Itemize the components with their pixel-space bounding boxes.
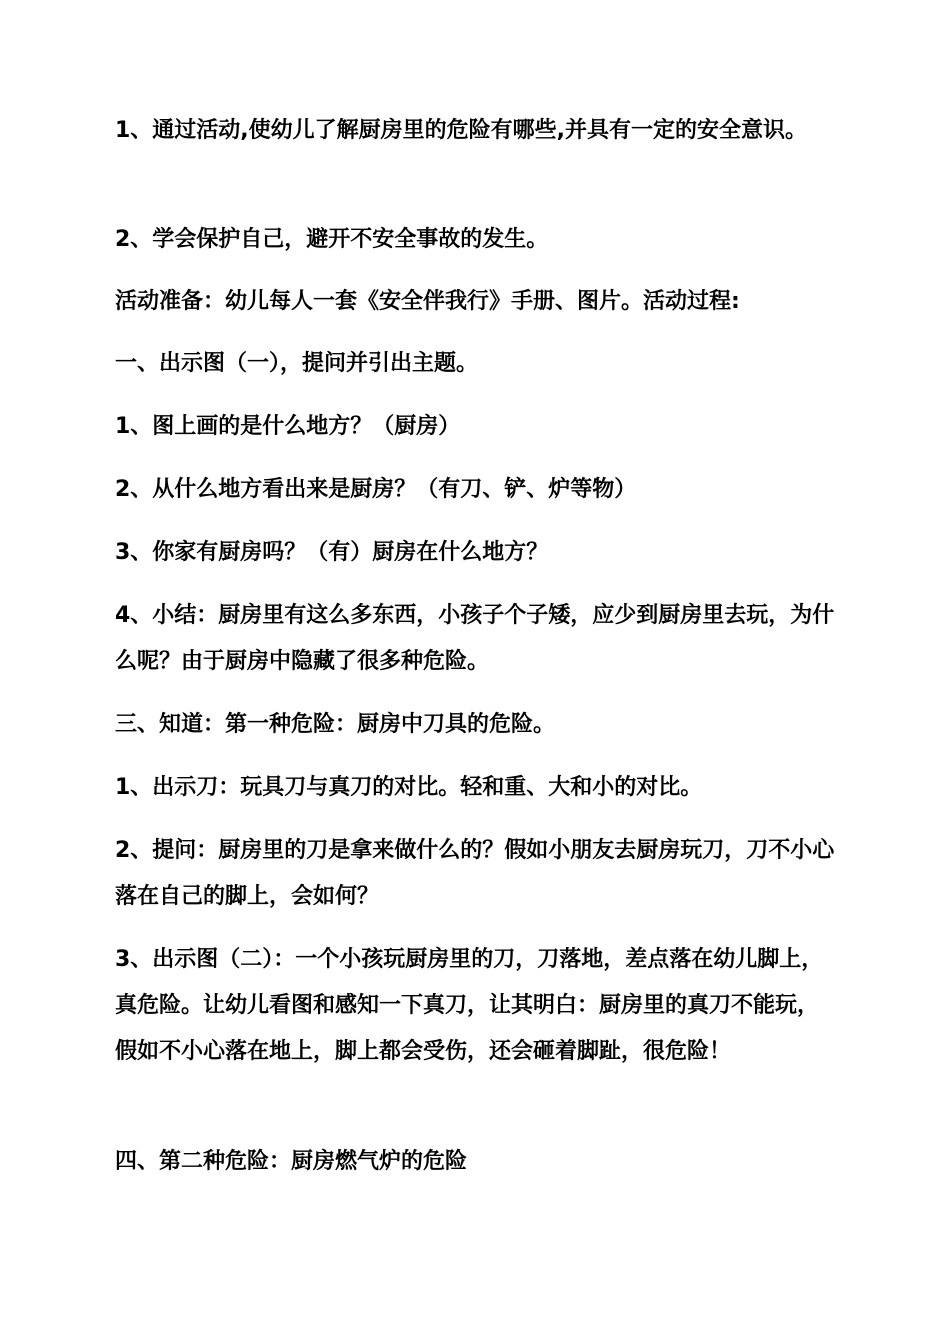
- section-heading-4: 四、第二种危险：厨房燃气炉的危险: [115, 1149, 468, 1174]
- paragraph-knife-3: 3、出示图（二）：一个小孩玩厨房里的刀，刀落地，差点落在幼儿脚上，真危险。让幼儿看图和感知一下真刀，让其明白：厨房里的真刀不能玩，假如不小心落在地上，脚上都会受伤，还会砸着脚趾，很危险！: [115, 947, 824, 1064]
- paragraph-question-2: 2、从什么地方看出来是厨房？（有刀、铲、炉等物）: [115, 477, 637, 502]
- paragraph-knife-2: 2、提问：厨房里的刀是拿来做什么的？假如小朋友去厨房玩刀，刀不小心落在自己的脚上，会如何？: [115, 838, 835, 909]
- paragraph-question-3: 3、你家有厨房吗？（有）厨房在什么地方？: [115, 540, 549, 565]
- paragraph-knife-1: 1、出示刀：玩具刀与真刀的对比。轻和重、大和小的对比。: [115, 775, 703, 800]
- paragraph-goal-2: 2、学会保护自己，避开不安全事故的发生。: [115, 227, 549, 252]
- paragraph-preparation: 活动准备：幼儿每人一套《安全伴我行》手册、图片。活动过程:: [115, 289, 740, 314]
- section-heading-3: 三、知道：第一种危险：厨房中刀具的危险。: [115, 712, 556, 737]
- paragraph-goal-1: 1、通过活动,使幼儿了解厨房里的危险有哪些,并具有一定的安全意识。: [115, 118, 808, 143]
- paragraph-question-1: 1、图上画的是什么地方？（厨房）: [115, 414, 461, 439]
- section-heading-1: 一、出示图（一），提问并引出主题。: [115, 351, 479, 376]
- paragraph-summary: 4、小结：厨房里有这么多东西，小孩子个子矮，应少到厨房里去玩，为什么呢？由于厨房中隐藏了很多种危险。: [115, 603, 835, 674]
